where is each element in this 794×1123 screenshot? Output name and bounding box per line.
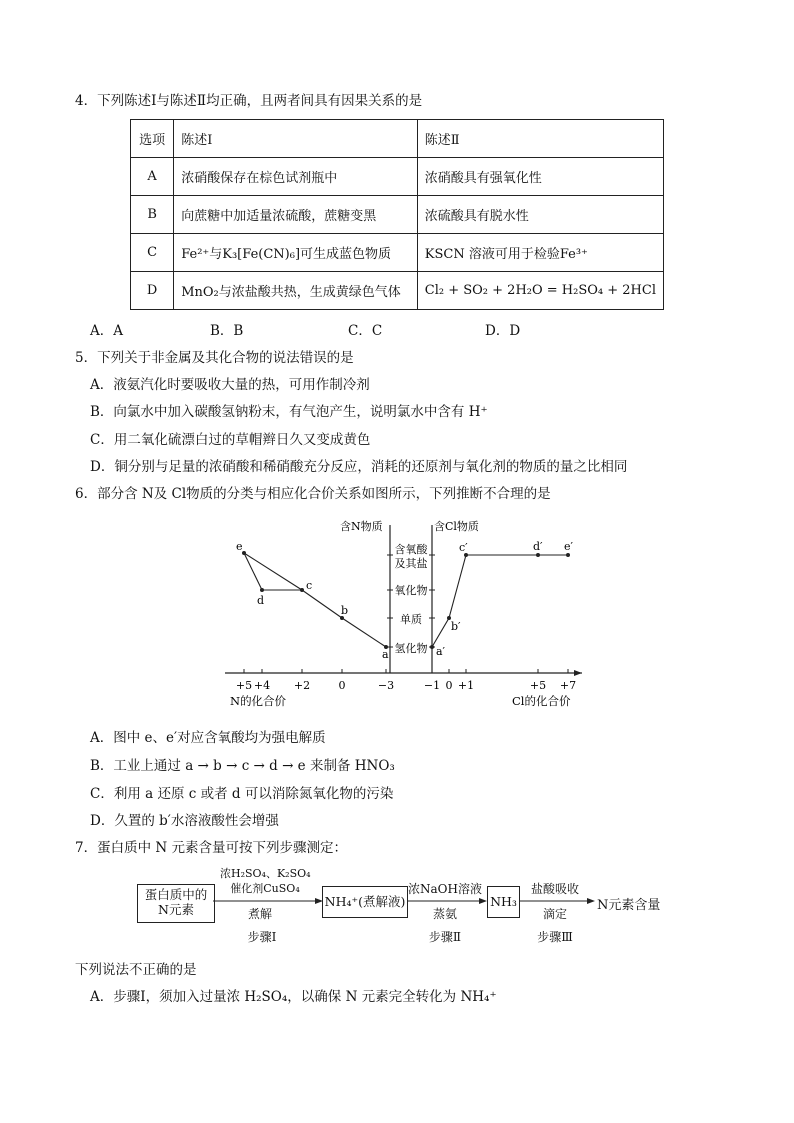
category-label-element: 单质 [400,613,422,626]
flow-box-protein-line1: 蛋白质中的 [144,887,208,902]
table-row [131,158,664,196]
q4-stem: 4．下列陈述Ⅰ与陈述Ⅱ均正确，且两者间具有因果关系的是 [75,93,423,109]
flow-step-2: 步骤Ⅱ [428,930,462,944]
cl-tick-label: +5 [529,679,547,692]
table-row [131,234,664,272]
q4-choice-c[interactable]: C．C [348,323,383,339]
cl-axis-title: 含Cl物质 [434,520,479,533]
row-option: D [131,272,174,310]
row-option: B [131,196,174,234]
n-tick-label: +5 [235,679,253,692]
category-label-oxide: 氧化物 [394,584,428,597]
flow-arrow1-catalyst: 催化剂CuSO₄ [230,882,300,895]
flow-arrow3-bottom: 滴定 [542,907,567,921]
flow-result: N元素含量 [597,898,661,913]
q5-choice-a[interactable]: A．液氨汽化时要吸收大量的热，可用作制冷剂 [90,377,370,393]
label-e-prime: e′ [564,540,574,553]
q4-choice-b[interactable]: B．B [210,323,244,339]
n-axis-label: N的化合价 [230,694,287,708]
flow-arrow2-bottom: 蒸氨 [432,907,457,921]
header-statement-1: 陈述Ⅰ [174,120,418,158]
flow-step-1: 步骤Ⅰ [247,930,277,944]
q7-choice-a[interactable]: A．步骤Ⅰ，须加入过量浓 H₂SO₄，以确保 N 元素完全转化为 NH₄⁺ [90,989,497,1005]
cl-axis-label: Cl的化合价 [512,694,571,708]
n-tick-label: −3 [377,679,395,692]
flow-step-3: 步骤Ⅲ [537,930,573,944]
row-statement-2: 浓硫酸具有脱水性 [417,196,663,234]
flow-arrow1-top [220,866,310,896]
point-d-prime [536,553,540,557]
n-tick-label: +2 [293,679,311,692]
q4-choice-d[interactable]: D．D [485,323,521,339]
n-axis-title: 含N物质 [340,520,383,533]
label-e: e [236,540,243,553]
row-statement-1: MnO₂与浓盐酸共热，生成黄绿色气体 [174,272,418,310]
flow-arrow1-reagents: 浓H₂SO₄、K₂SO₄ [220,867,311,880]
point-d [260,588,264,592]
row-statement-2: 浓硝酸具有强氧化性 [417,158,663,196]
point-c [300,588,304,592]
label-b-prime: b′ [451,620,461,633]
label-b: b [341,604,349,617]
category-label-oxyacid: 含氧酸 [394,543,428,556]
q6-choice-a[interactable]: A．图中 e、e′对应含氧酸均为强电解质 [90,730,326,746]
q5-choice-c[interactable]: C．用二氧化硫漂白过的草帽辫日久又变成黄色 [90,432,371,448]
q5-stem: 5．下列关于非金属及其化合物的说法错误的是 [75,350,354,366]
table-row [131,196,664,234]
cl-tick-label: +7 [559,679,577,692]
point-a-prime [430,645,434,649]
cl-tick-label: −1 [423,679,441,692]
cl-tick-label: +1 [457,679,475,692]
category-label-hydride: 氢化物 [394,642,428,655]
q4-table [130,119,664,310]
label-d: d [257,594,265,607]
label-d-prime: d′ [533,540,543,553]
q5-choice-b[interactable]: B．向氯水中加入碳酸氢钠粉末，有气泡产生，说明氯水中含有 H⁺ [90,404,488,420]
flow-box-ammonium: NH₄⁺(煮解液) [322,886,408,918]
flow-box-ammonia: NH₃ [487,886,520,918]
cl-tick-label: 0 [445,679,453,692]
q7-stem: 7．蛋白质中 N 元素含量可按下列步骤测定： [75,840,347,856]
q7-after: 下列说法不正确的是 [75,962,197,978]
flow-arrow3-top: 盐酸吸收 [530,882,579,896]
label-a-prime: a′ [436,645,446,658]
flow-box-protein-line2: N元素 [158,902,194,917]
point-e-prime [566,553,570,557]
row-option: A [131,158,174,196]
q6-choice-d[interactable]: D．久置的 b′水溶液酸性会增强 [90,813,279,829]
table-header-row [131,120,664,158]
cl-line [432,555,568,647]
q4-choice-a[interactable]: A．A [90,323,123,339]
label-c-prime: c′ [459,541,468,554]
row-statement-1: Fe²⁺与K₃[Fe(CN)₆]可生成蓝色物质 [174,234,418,272]
point-e [242,551,246,555]
flow-arrow2-top: 浓NaOH溶液 [408,882,482,896]
flow-arrow1-bottom: 煮解 [247,907,272,921]
row-statement-1: 向蔗糖中加适量浓硫酸，蔗糖变黑 [174,196,418,234]
header-option: 选项 [131,120,174,158]
n-triangle-edc [244,553,302,590]
q6-choice-b[interactable]: B．工业上通过 a → b → c → d → e 来制备 HNO₃ [90,758,395,774]
label-a: a [382,648,389,661]
flow-box-protein [137,884,215,923]
n-tick-label: +4 [253,679,271,692]
q5-choice-d[interactable]: D．铜分别与足量的浓硝酸和稀硝酸充分反应，消耗的还原剂与氧化剂的物质的量之比相同 [90,459,628,475]
n-tick-label: 0 [338,679,346,692]
table-row [131,272,664,310]
row-statement-2: KSCN 溶液可用于检验Fe³⁺ [417,234,663,272]
row-option: C [131,234,174,272]
category-label-salt: 及其盐 [394,557,428,570]
label-c: c [306,579,313,592]
n-line-cba [302,590,386,647]
q6-choice-c[interactable]: C．利用 a 还原 c 或者 d 可以消除氮氧化物的污染 [90,786,394,802]
valence-diagram [220,515,600,715]
row-statement-2: Cl₂ + SO₂ + 2H₂O = H₂SO₄ + 2HCl [417,272,663,310]
row-statement-1: 浓硝酸保存在棕色试剂瓶中 [174,158,418,196]
header-statement-2: 陈述Ⅱ [417,120,663,158]
q6-stem: 6．部分含 N及 Cl物质的分类与相应化合价关系如图所示，下列推断不合理的是 [75,486,551,502]
